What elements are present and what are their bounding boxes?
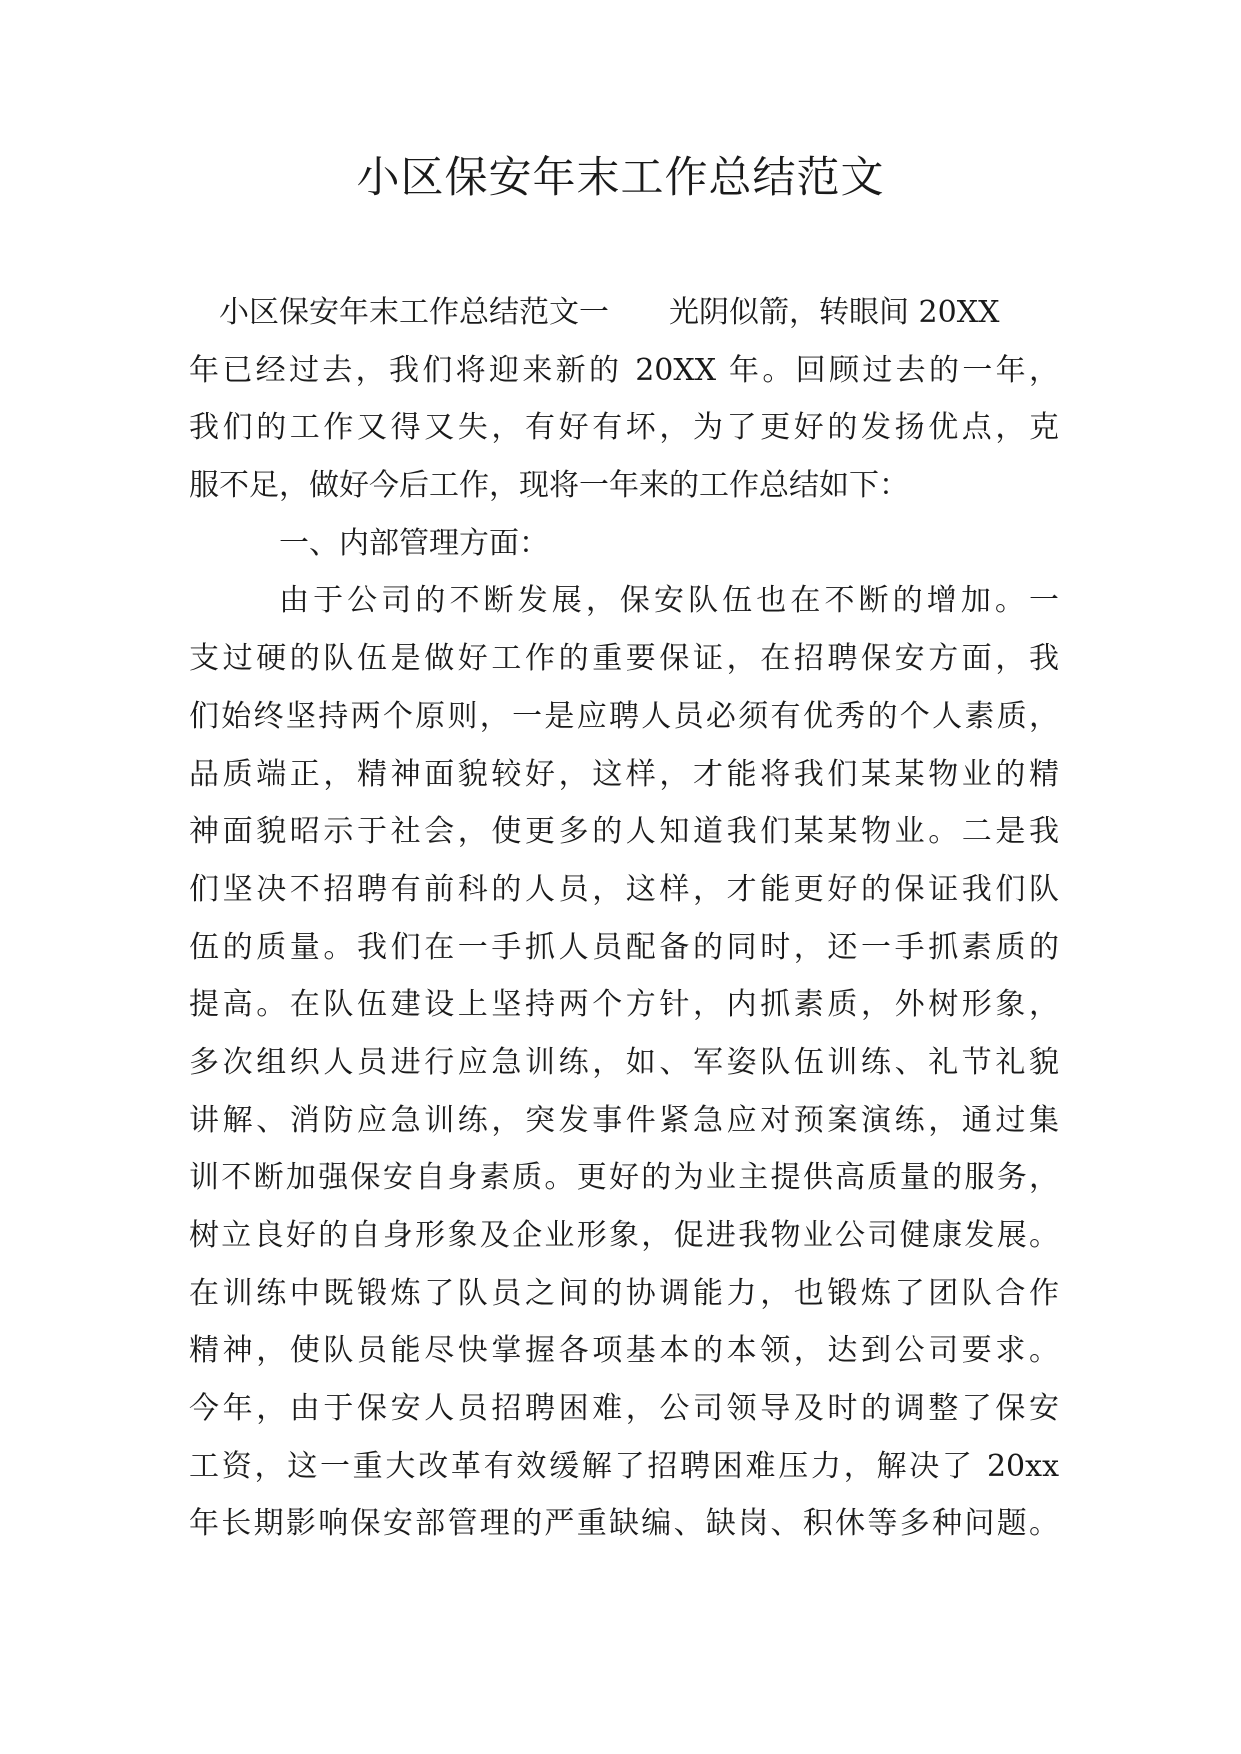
text-line: 精神，使队员能尽快掌握各项基本的本领，达到公司要求。 <box>189 1333 1059 1369</box>
text-line: 多次组织人员进行应急训练，如、军姿队伍训练、礼节礼貌 <box>189 1044 1059 1080</box>
text-line: 训不断加强保安自身素质。更好的为业主提供高质量的服务， <box>189 1160 1059 1196</box>
text-line: 工资，这一重大改革有效缓解了招聘困难压力，解决了 20xx <box>189 1448 1059 1484</box>
text-line: 树立良好的自身形象及企业形象，促进我物业公司健康发展。 <box>189 1218 1059 1253</box>
text-line: 在训练中既锻炼了队员之间的协调能力，也锻炼了团队合作 <box>189 1275 1059 1311</box>
text-line: 支过硬的队伍是做好工作的重要保证，在招聘保安方面，我 <box>189 641 1059 677</box>
document-body <box>189 284 1059 1553</box>
text-line: 我们的工作又得又失，有好有坏，为了更好的发扬优点，克 <box>189 410 1059 446</box>
text-line: 提高。在队伍建设上坚持两个方针，内抓素质，外树形象， <box>189 987 1059 1023</box>
text-line: 今年，由于保安人员招聘困难，公司领导及时的调整了保安 <box>189 1391 1059 1427</box>
section-heading: 一、内部管理方面： <box>279 525 549 561</box>
text-line: 讲解、消防应急训练，突发事件紧急应对预案演练，通过集 <box>189 1102 1059 1138</box>
text-line: 小区保安年末工作总结范文一 光阴似箭，转眼间 20XX <box>219 295 1000 330</box>
text-line: 服不足，做好今后工作，现将一年来的工作总结如下： <box>189 468 909 504</box>
text-line: 年已经过去，我们将迎来新的 20XX 年。回顾过去的一年， <box>189 352 1059 388</box>
text-line: 神面貌昭示于社会，使更多的人知道我们某某物业。二是我 <box>189 814 1059 850</box>
document-title: 小区保安年末工作总结范文 <box>356 153 885 203</box>
text-line: 们始终坚持两个原则，一是应聘人员必须有优秀的个人素质， <box>189 698 1059 734</box>
text-line: 伍的质量。我们在一手抓人员配备的同时，还一手抓素质的 <box>189 929 1059 965</box>
text-line: 由于公司的不断发展，保安队伍也在不断的增加。一 <box>279 583 1059 619</box>
text-line: 们坚决不招聘有前科的人员，这样，才能更好的保证我们队 <box>189 871 1059 907</box>
text-line: 年长期影响保安部管理的严重缺编、缺岗、积休等多种问题。 <box>189 1506 1059 1542</box>
text-line: 品质端正，精神面貌较好，这样，才能将我们某某物业的精 <box>189 756 1059 792</box>
